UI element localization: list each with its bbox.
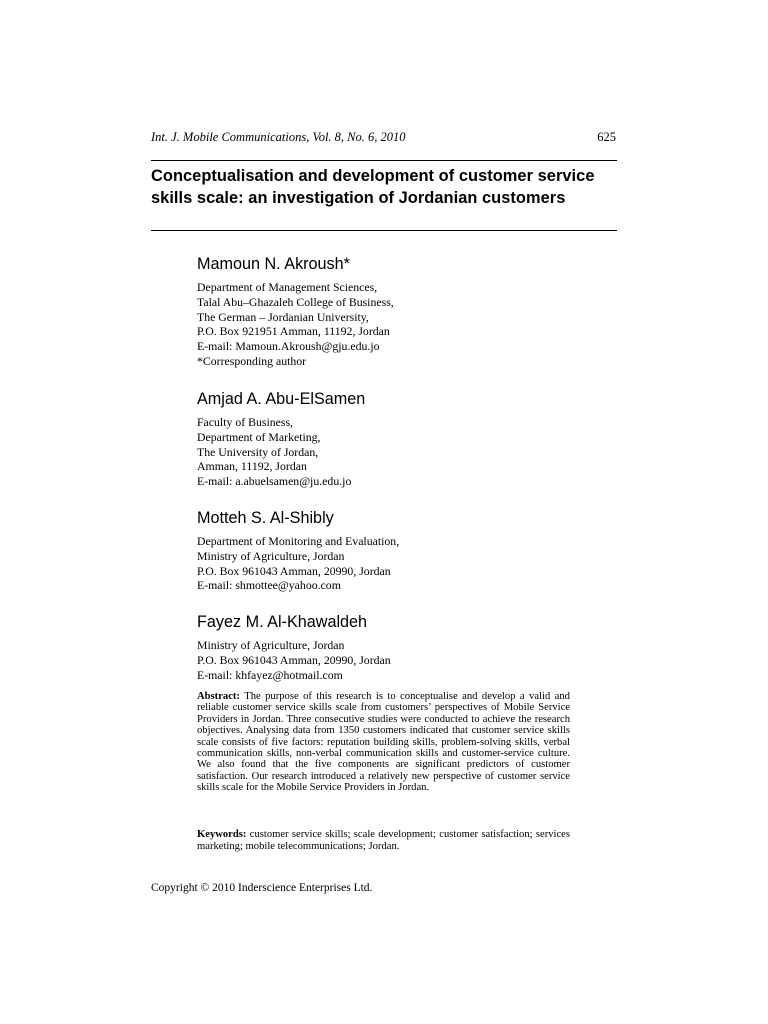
affiliation-line: P.O. Box 921951 Amman, 11192, Jordan <box>197 324 390 339</box>
title-rule-top <box>151 160 617 161</box>
author-block-4 <box>197 612 617 682</box>
affiliation-line: Amman, 11192, Jordan <box>197 459 307 474</box>
author-email: E-mail: shmottee@yahoo.com <box>197 578 341 593</box>
author-affiliation <box>197 415 617 489</box>
affiliation-line: The University of Jordan, <box>197 444 319 459</box>
affiliation-line: P.O. Box 961043 Amman, 20990, Jordan <box>197 652 391 667</box>
author-email: E-mail: a.abuelsamen@ju.edu.jo <box>197 474 352 489</box>
paper-title: Conceptualisation and development of customer service skills scale: an investigation of Jordanian customers <box>151 167 595 207</box>
keywords-label: Keywords: <box>197 829 247 840</box>
running-header <box>151 129 616 145</box>
author-name: Mamoun N. Akroush* <box>197 255 350 273</box>
author-block-1 <box>197 254 617 369</box>
affiliation-line: Talal Abu–Ghazaleh College of Business, <box>197 294 394 309</box>
author-name: Amjad A. Abu-ElSamen <box>197 390 366 408</box>
author-block-3 <box>197 508 617 593</box>
corresponding-author-note: *Corresponding author <box>197 353 307 368</box>
affiliation-line: Department of Marketing, <box>197 429 321 444</box>
keywords <box>197 829 570 853</box>
affiliation-line: Faculty of Business, <box>197 415 294 429</box>
keywords-text: customer service skills; scale development; customer satisfaction; services marketing; mobile telecommunications; Jordan. <box>197 829 570 853</box>
author-name: Motteh S. Al-Shibly <box>197 509 334 527</box>
affiliation-line: Department of Management Sciences, <box>197 280 378 294</box>
affiliation-line: Ministry of Agriculture, Jordan <box>197 638 345 652</box>
author-email: E-mail: khfayez@hotmail.com <box>197 667 343 682</box>
author-affiliation <box>197 638 617 682</box>
affiliation-line: Department of Monitoring and Evaluation, <box>197 534 400 548</box>
journal-citation: Int. J. Mobile Communications, Vol. 8, No. 6, 2010 <box>151 130 406 144</box>
author-name: Fayez M. Al-Khawaldeh <box>197 613 368 631</box>
author-affiliation <box>197 534 617 593</box>
affiliation-line: The German – Jordanian University, <box>197 309 369 324</box>
page-number: 625 <box>597 130 616 144</box>
title-rule-bottom <box>151 230 617 231</box>
abstract-text: The purpose of this research is to conceptualise and develop a valid and reliable customer service skills scale from customers’ perspectives of Mobile Service Providers in Jordan. Three consecutive studies were conducted to achieve the research objectives. Analysing data from 1350 customers indicated that customer service skills scale consists of five factors: reputation building skills, problem-solving skills, verbal communication skills, non-verbal communication skills and customer-service culture. We also found that the five components are significant predictors of customer satisfaction. Our research introduced a relatively new perspective of customer service skills scale for the Mobile Service Providers in Jordan. <box>197 691 570 794</box>
abstract <box>197 691 570 794</box>
author-affiliation <box>197 280 617 369</box>
copyright-notice: Copyright © 2010 Inderscience Enterprises Ltd. <box>151 882 373 894</box>
abstract-label: Abstract: <box>197 691 240 702</box>
author-block-2 <box>197 389 617 489</box>
author-email: E-mail: Mamoun.Akroush@gju.edu.jo <box>197 339 380 354</box>
affiliation-line: P.O. Box 961043 Amman, 20990, Jordan <box>197 563 391 578</box>
affiliation-line: Ministry of Agriculture, Jordan <box>197 548 345 563</box>
